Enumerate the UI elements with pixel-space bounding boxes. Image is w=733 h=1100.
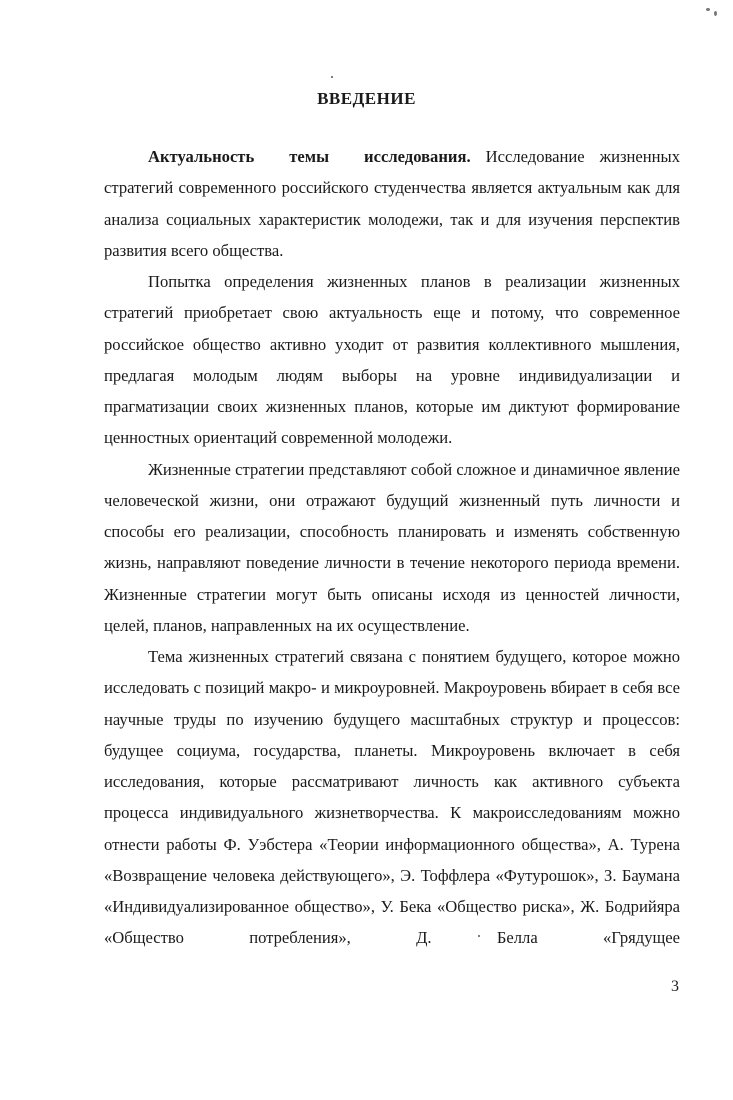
scan-speck: [706, 8, 710, 11]
page-number: 3: [671, 978, 679, 995]
scan-speck: [714, 11, 717, 16]
paragraph-text: Исследование жизненных стратегий современного российского студенчества является актуальным как для анализа социальных характеристик молодежи, так и для изучения перспектив развития всего общества.: [104, 147, 680, 260]
body-text: [104, 141, 680, 954]
lead-bold-phrase: Актуальность темы исследования.: [148, 147, 471, 166]
paragraph: Попытка определения жизненных планов в реализации жизненных стратегий приобретает свою актуальность еще и потому, что современное российское общество активно уходит от развития коллективного мышления, предлагая молодым людям выборы на уровне индивидуализации и прагматизации своих жизненных планов, которые им диктуют формирование ценностных ориентаций современной молодежи.: [104, 272, 680, 448]
paragraph: Тема жизненных стратегий связана с понятием будущего, которое можно исследовать с позиций макро- и микроуровней. Макроуровень вбирает в себя все научные труды по изучению будущего масштабных структур и процессов: будущее социума, государства, планеты. Микроуровень включает в себя исследования, которые рассматривают личность как активного субъекта процесса индивидуального жизнетворчества. К макроисследованиям можно отнести работы Ф. Уэбстера «Теории информационного общества», А. Турена «Возвращение человека действующего», Э. Тоффлера «Футурошок», З. Баумана «Индивидуализированное общество», У. Бека «Общество риска», Ж. Бодрийяра «Общество потребления», Д. Белла «Грядущее: [104, 647, 680, 948]
paragraph: [104, 141, 680, 266]
scan-speck: [331, 76, 333, 78]
paragraph: Жизненные стратегии представляют собой сложное и динамичное явление человеческой жизни, они отражают будущий жизненный путь личности и способы его реализации, способность планировать и изменять собственную жизнь, направляют поведение личности в течение некоторого периода времени. Жизненные стратегии могут быть описаны исходя из ценностей личности, целей, планов, направленных на их осуществление.: [104, 459, 680, 635]
section-heading: ВВЕДЕНИЕ: [317, 89, 416, 108]
